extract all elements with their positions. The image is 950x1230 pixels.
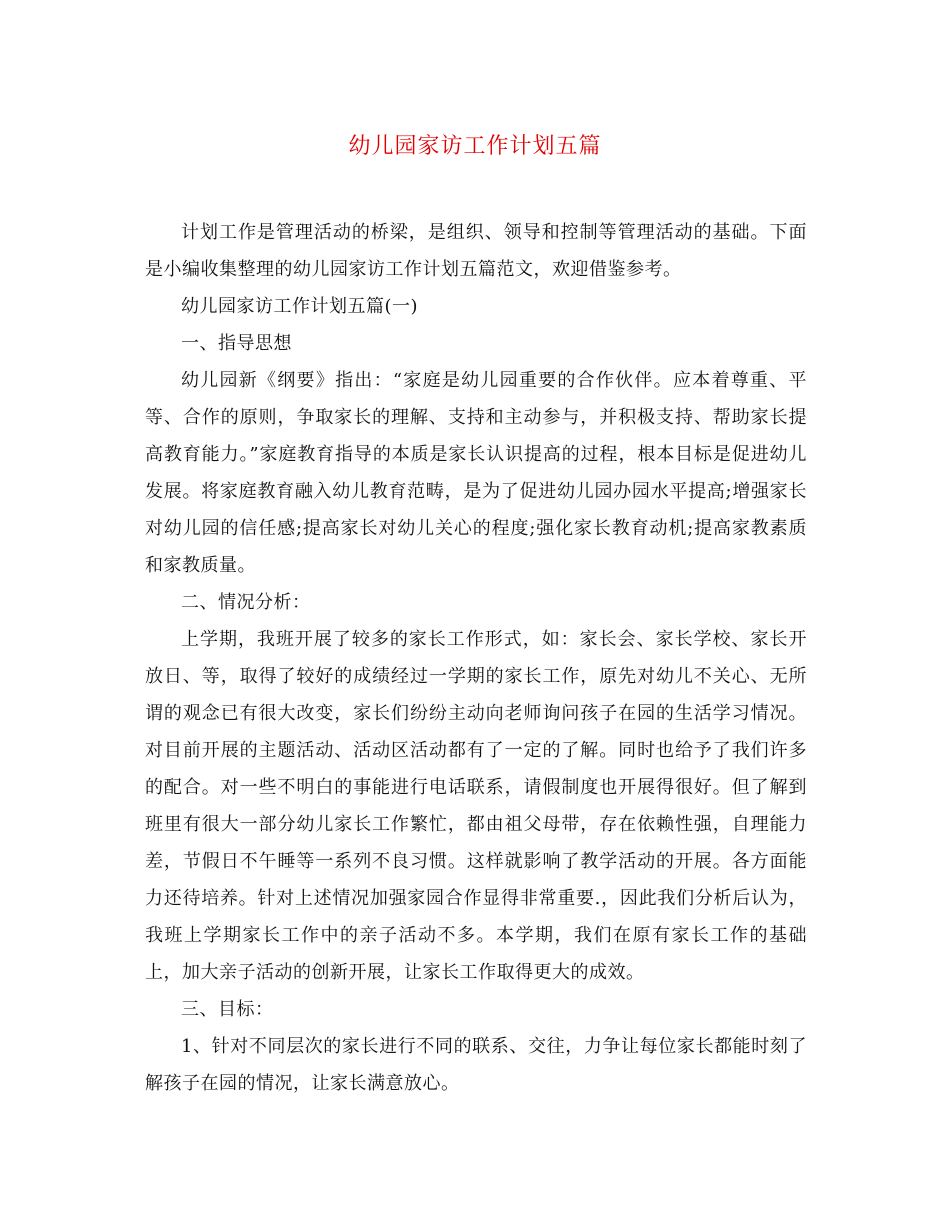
situation-analysis-paragraph: 上学期，我班开展了较多的家长工作形式，如：家长会、家长学校、家长开放日、等，取得了较好的成绩经过一学期的家长工作，原先对幼儿不关心、无所谓的观念已有很大改变，家长们纷纷主动向老师询问孩子在园的生活学习情况。对目前开展的主题活动、活动区活动都有了一定的了解。同时也给予了我们许多的配合。对一些不明白的事能进行电话联系，请假制度也开展得很好。但了解到班里有很大一部分幼儿家长工作繁忙，都由祖父母带，存在依赖性强，自理能力差，节假日不午睡等一系列不良习惯。这样就影响了教学活动的开展。各方面能力还待培养。针对上述情况加强家园合作显得非常重要.，因此我们分析后认为，我班上学期家长工作中的亲子活动不多。本学期，我们在原有家长工作的基础上，加大亲子活动的创新开展，让家长工作取得更大的成效。 xyxy=(145,629,807,983)
goal-item-1: 1、针对不同层次的家长进行不同的联系、交往，力争让每位家长都能时刻了解孩子在园的情况，让家长满意放心。 xyxy=(145,1036,807,1094)
intro-paragraph: 计划工作是管理活动的桥梁，是组织、领导和控制等管理活动的基础。下面是小编收集整理的幼儿园家访工作计划五篇范文，欢迎借鉴参考。 xyxy=(145,222,807,280)
section-heading-guiding-ideology: 一、指导思想 xyxy=(181,333,292,354)
document-body xyxy=(145,214,807,1102)
document-title: 幼儿园家访工作计划五篇 xyxy=(348,134,602,159)
section-heading-situation-analysis: 二、情况分析： xyxy=(181,592,311,613)
section-heading-plan-one: 幼儿园家访工作计划五篇(一) xyxy=(181,296,419,317)
guiding-ideology-paragraph: 幼儿园新《纲要》指出：“家庭是幼儿园重要的合作伙伴。应本着尊重、平等、合作的原则，争取家长的理解、支持和主动参与，并积极支持、帮助家长提高教育能力。”家庭教育指导的本质是家长认识提高的过程，根本目标是促进幼儿发展。将家庭教育融入幼儿教育范畴，是为了促进幼儿园办园水平提高;增强家长对幼儿园的信任感;提高家长对幼儿关心的程度;强化家长教育动机;提高家教素质和家教质量。 xyxy=(145,370,807,576)
section-heading-goals: 三、目标： xyxy=(181,999,274,1020)
